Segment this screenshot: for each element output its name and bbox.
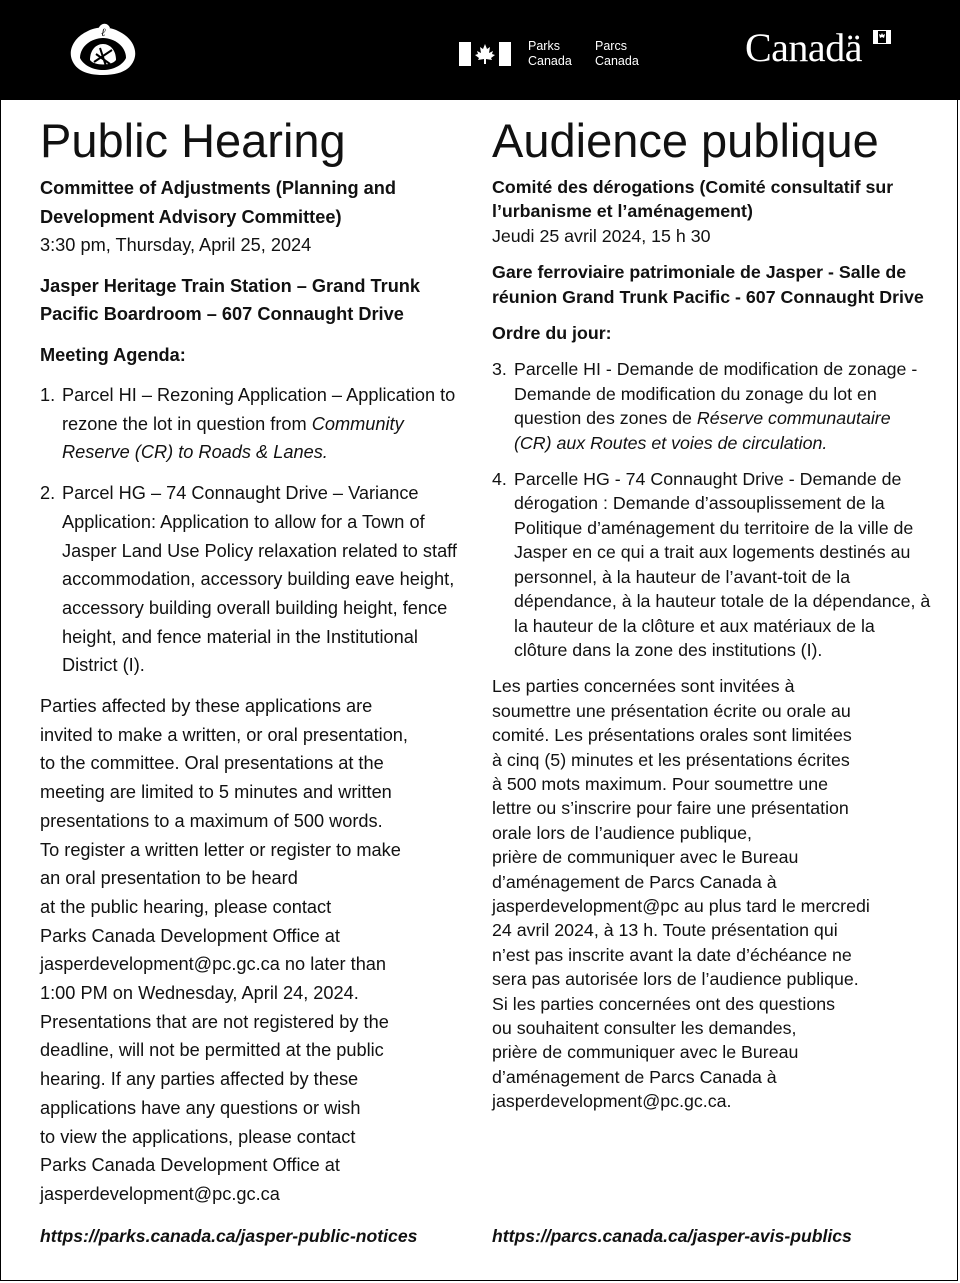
canada-wordmark: Canadä bbox=[745, 25, 862, 70]
header-bar bbox=[0, 0, 960, 100]
body-line: jasperdevelopment@pc au plus tard le mercredi bbox=[492, 895, 870, 916]
body-line: comité. Les présentations orales sont limitées bbox=[492, 725, 852, 746]
committee-name-english: Committee of Adjustments (Planning and Development Advisory Committee) bbox=[40, 178, 397, 227]
english-column bbox=[40, 112, 475, 1209]
body-line: meeting are limited to 5 minutes and written bbox=[40, 782, 392, 803]
meeting-datetime-french: Jeudi 25 avril 2024, 15 h 30 bbox=[492, 225, 711, 246]
agenda-item bbox=[40, 381, 475, 467]
body-line: deadline, will not be permitted at the public bbox=[40, 1040, 384, 1061]
agenda-item-emphasis: Community Reserve (CR) to Roads & Lanes. bbox=[62, 413, 404, 463]
agenda-item-number: 4. bbox=[492, 469, 507, 490]
meeting-location-french: Gare ferroviaire patrimoniale de Jasper - Salle de réunion Grand Trunk Pacific - 607 Connaught Drive bbox=[492, 262, 924, 307]
agenda-item-text bbox=[62, 381, 475, 467]
page-title-english: Public Hearing bbox=[40, 114, 346, 167]
signature-english bbox=[528, 39, 572, 69]
body-line: d’aménagement de Parcs Canada à bbox=[492, 1066, 777, 1087]
canada-flag-icon bbox=[459, 42, 511, 66]
meeting-datetime-english: 3:30 pm, Thursday, April 25, 2024 bbox=[40, 235, 312, 255]
body-line: prière de communiquer avec le Bureau bbox=[492, 847, 799, 868]
agenda-item-text bbox=[514, 357, 932, 455]
body-line: soumettre une présentation écrite ou orale au bbox=[492, 700, 851, 721]
committee-name-french: Comité des dérogations (Comité consultatif sur l’urbanisme et l’aménagement) bbox=[492, 177, 894, 222]
signature-canada-en: Canada bbox=[528, 54, 572, 68]
body-line: applications have any questions or wish bbox=[40, 1097, 361, 1118]
body-line: To register a written letter or register to make bbox=[40, 839, 401, 860]
body-line: Parks Canada Development Office at bbox=[40, 1155, 340, 1176]
svg-text:ℓ: ℓ bbox=[101, 27, 106, 39]
body-line: at the public hearing, please contact bbox=[40, 896, 332, 917]
agenda-item-number: 1. bbox=[40, 385, 56, 405]
agenda-item-emphasis: Réserve communautaire (CR) aux Routes et voies de circulation. bbox=[514, 408, 891, 453]
agenda-item bbox=[40, 479, 475, 680]
signature-french bbox=[595, 39, 639, 69]
body-line: prière de communiquer avec le Bureau bbox=[492, 1042, 799, 1063]
agenda-item-description: Parcelle HG - 74 Connaught Drive - Demande de dérogation : Demande d’assouplissement de la Politique d’aménagement du territoire de la ville de Jasper en ce qui a trait aux logements destinés au personnel, à la hauteur de l’avant-toit de la dépendance, à la hauteur totale de la dépendance, à la hauteur de la clôture et aux matériaux de la clôture dans la zone des institutions (I). bbox=[514, 469, 931, 660]
agenda-heading-french: Ordre du jour: bbox=[492, 323, 612, 344]
body-line: à cinq (5) minutes et les présentations écrites bbox=[492, 749, 850, 770]
agenda-item-number: 3. bbox=[492, 359, 507, 380]
agenda-item-description: Parcel HI – Rezoning Application – Application to rezone the lot in question from bbox=[62, 385, 456, 434]
agenda-item bbox=[492, 357, 932, 455]
body-line: sera pas autorisée lors de l’audience publique. bbox=[492, 969, 859, 990]
body-line: Parties affected by these applications are bbox=[40, 696, 373, 717]
body-line: to the committee. Oral presentations at the bbox=[40, 753, 384, 774]
body-line: Parks Canada Development Office at bbox=[40, 925, 340, 946]
agenda-item-number: 2. bbox=[40, 483, 56, 504]
body-line: an oral presentation to be heard bbox=[40, 868, 298, 889]
public-notices-link-english[interactable]: https://parks.canada.ca/jasper-public-notices bbox=[40, 1226, 418, 1246]
page-title-french: Audience publique bbox=[492, 114, 879, 167]
wordmark-flag-icon bbox=[873, 30, 891, 44]
body-line: jasperdevelopment@pc.gc.ca bbox=[40, 1183, 280, 1204]
body-line: à 500 mots maximum. Pour soumettre une bbox=[492, 773, 829, 794]
body-line: orale lors de l’audience publique, bbox=[492, 822, 752, 843]
parks-canada-beaver-icon bbox=[66, 20, 140, 78]
body-line: jasperdevelopment@pc.gc.ca no later than bbox=[40, 954, 387, 975]
body-line: lettre ou s’inscrire pour faire une présentation bbox=[492, 798, 849, 819]
body-line: hearing. If any parties affected by these bbox=[40, 1069, 359, 1090]
signature-canada-fr: Canada bbox=[595, 54, 639, 68]
body-line: n’est pas inscrite avant la date d’échéance ne bbox=[492, 944, 852, 965]
body-line: Presentations that are not registered by the bbox=[40, 1011, 389, 1032]
hearing-instructions-english bbox=[40, 692, 475, 1209]
public-notices-link-french[interactable]: https://parcs.canada.ca/jasper-avis-publics bbox=[492, 1226, 852, 1246]
body-line: to view the applications, please contact bbox=[40, 1126, 356, 1147]
meeting-location-english: Jasper Heritage Train Station – Grand Trunk Pacific Boardroom – 607 Connaught Drive bbox=[40, 275, 421, 324]
body-line: Si les parties concernées ont des questions bbox=[492, 993, 835, 1014]
agenda-heading-english: Meeting Agenda: bbox=[40, 344, 186, 365]
body-line: d’aménagement de Parcs Canada à bbox=[492, 871, 777, 892]
french-column bbox=[492, 112, 932, 1114]
hearing-instructions-french bbox=[492, 674, 932, 1113]
body-line: invited to make a written, or oral presentation, bbox=[40, 724, 408, 745]
body-line: 24 avril 2024, à 13 h. Toute présentation qui bbox=[492, 920, 838, 941]
agenda-item-description: Parcelle HI - Demande de modification de zonage - Demande de modification du zonage du lot en question des zones de bbox=[514, 359, 918, 429]
body-line: Les parties concernées sont invitées à bbox=[492, 676, 795, 697]
agenda-item bbox=[492, 467, 932, 662]
body-line: presentations to a maximum of 500 words. bbox=[40, 810, 383, 831]
signature-parks: Parks bbox=[528, 39, 560, 53]
body-line: jasperdevelopment@pc.gc.ca. bbox=[492, 1091, 732, 1112]
body-line: 1:00 PM on Wednesday, April 24, 2024. bbox=[40, 983, 359, 1004]
body-line: ou souhaitent consulter les demandes, bbox=[492, 1018, 797, 1038]
agenda-item-description: Parcel HG – 74 Connaught Drive – Variance Application: Application to allow for a Town of Jasper Land Use Policy relaxation related to staff accommodation, accessory building eave height, accessory building overall building height, fence height, and fence material in the Institutional District (I). bbox=[62, 483, 457, 676]
signature-parcs: Parcs bbox=[595, 39, 627, 53]
